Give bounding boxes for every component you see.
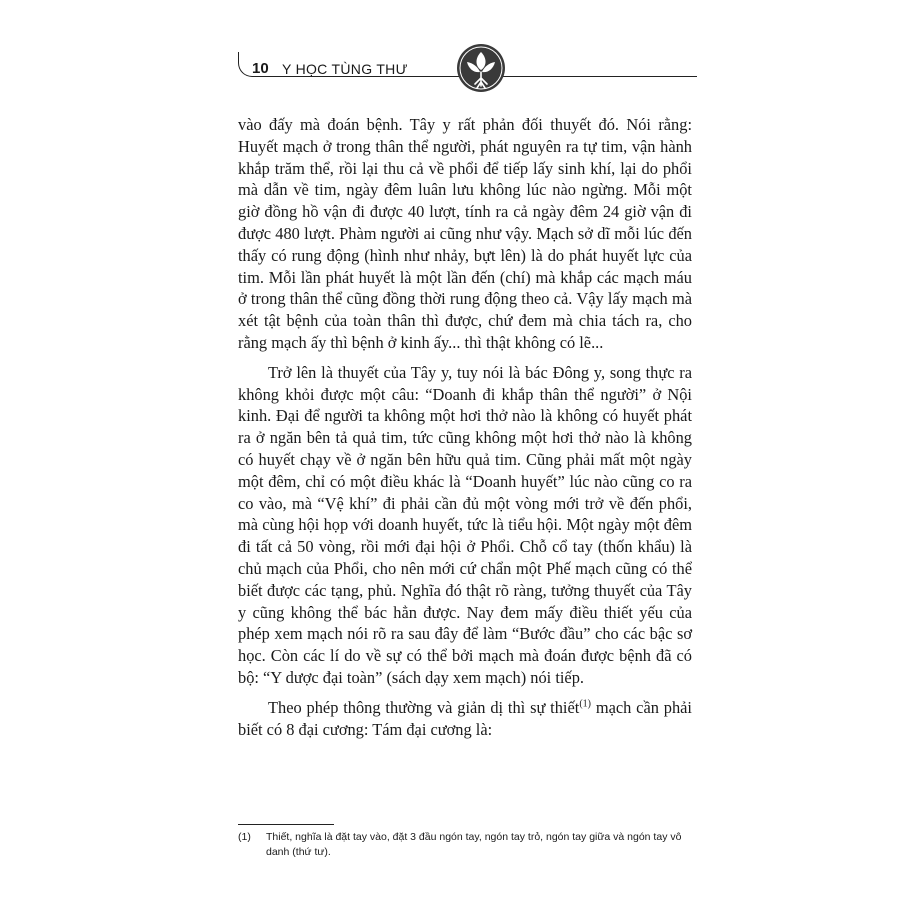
footnote-reference[interactable]: (1) [579,698,591,710]
footnote [238,830,692,860]
footnote-text: Thiết, nghĩa là đặt tay vào, đặt 3 đầu ngón tay, ngón tay trỏ, ngón tay giữa và ngón tay vô danh (thứ tư). [266,831,682,858]
lotus-logo-icon [455,42,507,94]
paragraph-text: mạch cần phải biết có 8 đại cương: Tám đại cương là: [238,697,692,739]
paragraph: Trở lên là thuyết của Tây y, tuy nói là bác Đông y, song thực ra không khỏi được một câu: “Doanh đi khắp thân thể người” ở Nội kinh. Đại để người ta không một hơi thở nào là không có huyết phát ra ở ngăn bên tả quả tim, tức cũng không một hơi thở nào là không có huyết chạy về ở ngăn bên hữu quả tim. Cũng phải mất một ngày một đêm, chỉ có một điều khác là “Doanh huyết” lúc nào cũng co ra co vào, mà “Vệ khí” đi phải cần đủ một vòng mới trở về đến phổi, mà cùng hội họp với doanh huyết, tức là tiểu hội. Một ngày một đêm đi tất cả 50 vòng, rồi mới đại hội ở Phổi. Chỗ cổ tay (thốn khẩu) là chủ mạch của Phổi, cho nên mới cứ chẩn một Phế mạch cũng có thể biết được các tạng, phủ. Nghĩa đó thật rõ ràng, tưởng thuyết của Tây y cũng không thể bác hẳn được. Nay đem mấy điều thiết yếu của phép xem mạch nói rõ ra sau đây để làm “Bước đầu” cho các bậc sơ học. Còn các lí do về sự có thể bởi mạch mà đoán được bệnh đã có bộ: “Y dược đại toàn” (sách dạy xem mạch) nói tiếp. [238,362,692,687]
footnote-rule [238,824,334,825]
paragraph [238,697,692,741]
paragraph: vào đấy mà đoán bệnh. Tây y rất phản đối thuyết đó. Nói rằng: Huyết mạch ở trong thân thể người, phát nguyên ra tự tim, vận hành khắp trăm thể, rồi lại thu cả về phổi để tiếp lấy sinh khí, lại do phổi mà dẫn về tim, ngày đêm luân lưu không lúc nào ngừng. Mỗi một giờ đồng hồ vận đi được 40 lượt, tính ra cả ngày đêm 24 giờ vận đi được 480 lượt. Phàm người ai cũng như vậy. Mạch sở dĩ mỗi lúc đến thấy có rung động (hình như nhảy, bựt lên) là do phát huyết lực của tim. Mỗi lần phát huyết là một lần đến (chí) mà khắp các mạch máu ở trong thân thể cũng đồng thời rung động theo cả. Vậy lấy mạch mà xét tật bệnh của toàn thân thì được, chứ đem mà chia tách ra, cho rằng mạch ấy thì bệnh ở kinh ấy... thì thật không có lẽ... [238,115,692,352]
paragraph-text: Theo phép thông thường và giản dị thì sự thiết [268,697,580,717]
footnote-marker: (1) [238,831,251,843]
running-title: Y HỌC TÙNG THƯ [282,61,408,77]
body-text [238,114,692,748]
page-number: 10 [252,60,269,77]
